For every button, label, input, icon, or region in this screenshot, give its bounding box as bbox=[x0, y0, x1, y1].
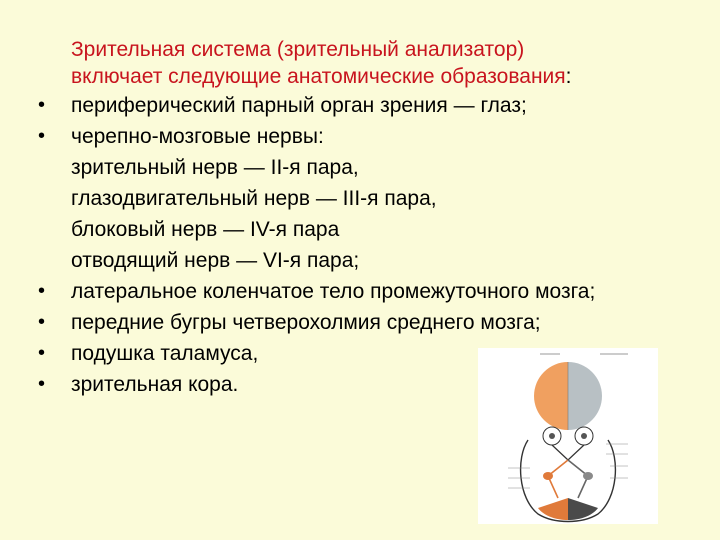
list-subitem-text: глазодвигательный нерв — III-я пара, bbox=[71, 187, 437, 210]
visual-pathway-svg bbox=[478, 348, 658, 524]
right-pupil bbox=[581, 433, 587, 439]
left-geniculate-body bbox=[543, 472, 553, 480]
list-subitem bbox=[0, 183, 720, 214]
list-item-text: периферический парный орган зрения — глаз; bbox=[71, 94, 527, 117]
right-visual-field bbox=[568, 362, 602, 430]
right-geniculate-body bbox=[583, 472, 593, 480]
list-item bbox=[0, 121, 720, 152]
bullet-icon: • bbox=[38, 342, 46, 364]
visual-pathway-illustration bbox=[478, 348, 658, 524]
left-visual-field bbox=[534, 362, 568, 430]
left-pupil bbox=[549, 433, 555, 439]
intro-line-2-text: включает следующие анатомические образования bbox=[71, 65, 566, 88]
bullet-icon: • bbox=[38, 311, 46, 333]
bullet-icon: • bbox=[38, 280, 46, 302]
intro-line-2 bbox=[71, 63, 671, 90]
intro-line-1: Зрительная система (зрительный анализатор) bbox=[71, 38, 525, 61]
list-item-text: черепно-мозговые нервы: bbox=[71, 125, 324, 148]
list-subitem-text: отводящий нерв — VI-я пара; bbox=[71, 249, 360, 272]
intro-colon: : bbox=[565, 65, 572, 88]
list-item-text: передние бугры четверохолмия среднего мозга; bbox=[71, 311, 541, 334]
list-item-text: подушка таламуса, bbox=[71, 342, 259, 365]
list-item bbox=[0, 276, 720, 307]
list-subitem bbox=[0, 214, 720, 245]
intro-heading bbox=[71, 36, 671, 90]
bullet-icon: • bbox=[38, 373, 46, 395]
list-item bbox=[0, 90, 720, 121]
list-subitem-text: зрительный нерв — II-я пара, bbox=[71, 156, 359, 179]
list-item-text: зрительная кора. bbox=[71, 373, 239, 396]
optic-chiasm bbox=[552, 445, 584, 460]
bullet-icon: • bbox=[38, 94, 46, 116]
list-subitem-text: блоковый нерв — IV-я пара bbox=[71, 218, 340, 241]
list-subitem bbox=[0, 152, 720, 183]
list-subitem bbox=[0, 245, 720, 276]
list-item-text: латеральное коленчатое тело промежуточного мозга; bbox=[71, 280, 596, 303]
list-item bbox=[0, 307, 720, 338]
bullet-icon: • bbox=[38, 125, 46, 147]
